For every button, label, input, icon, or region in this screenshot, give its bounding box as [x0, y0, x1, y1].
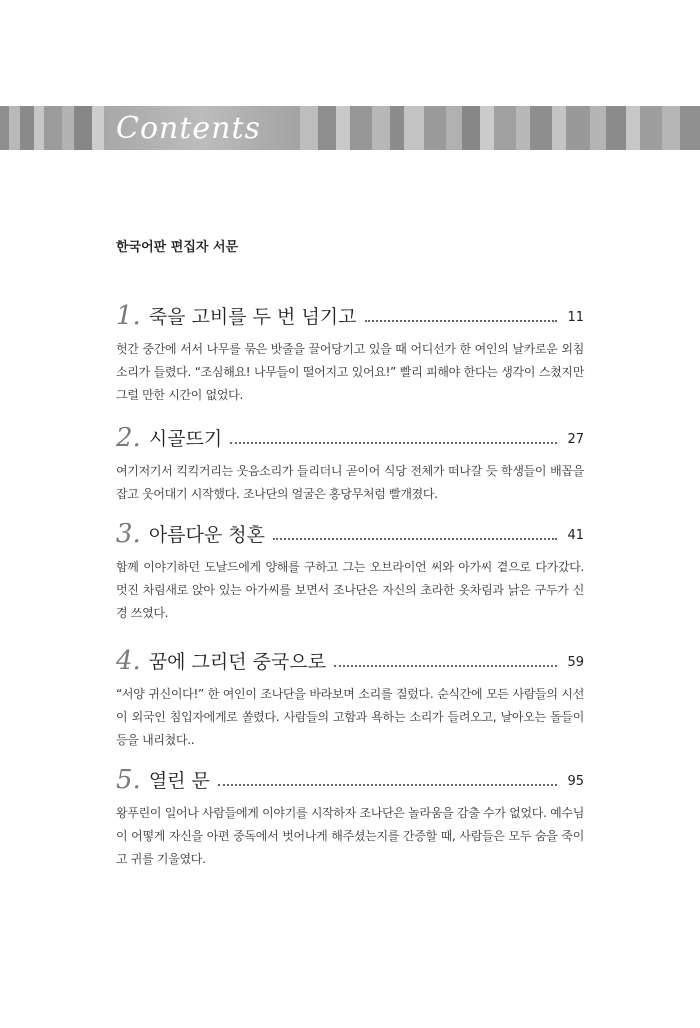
chapter-heading	[116, 420, 584, 452]
chapter-entry-4	[116, 643, 584, 752]
dot-leader	[334, 664, 557, 667]
chapter-description: 왕푸린이 일어나 사람들에게 이야기를 시작하자 조나단은 놀라움을 감출 수가 없었다. 예수님이 어떻게 자신을 아편 중독에서 벗어나게 해주셨는지를 간증할 때, 사람들은 모두 숨을 죽이고 귀를 기울였다.	[116, 806, 584, 866]
chapter-page-number: 59	[567, 655, 584, 670]
chapter-number: 5.	[116, 765, 141, 795]
chapter-heading	[116, 516, 584, 548]
chapter-heading	[116, 762, 584, 794]
dot-leader	[273, 537, 557, 540]
chapter-page-number: 11	[567, 310, 584, 325]
preface-entry: 한국어판 편집자 서문	[116, 240, 239, 255]
chapter-title: 아름다운 청혼	[148, 524, 265, 546]
chapter-page-number: 27	[567, 432, 584, 447]
chapter-title: 꿈에 그리던 중국으로	[148, 651, 327, 673]
chapter-number: 1.	[116, 301, 141, 331]
dot-leader	[230, 441, 557, 444]
chapter-page-number: 95	[567, 774, 584, 789]
chapter-page-number: 41	[567, 528, 584, 543]
chapter-heading	[116, 298, 584, 330]
chapter-number: 4.	[116, 646, 141, 676]
chapter-entry-3	[116, 516, 584, 625]
contents-title: Contents	[116, 111, 261, 146]
dot-leader	[218, 783, 558, 786]
chapter-heading	[116, 643, 584, 675]
chapter-title: 시골뜨기	[148, 428, 223, 450]
chapter-entry-1	[116, 298, 584, 407]
chapter-entry-5	[116, 762, 584, 871]
contents-banner	[0, 106, 700, 150]
dot-leader	[365, 319, 558, 322]
chapter-description: 함께 이야기하던 도날드에게 양해를 구하고 그는 오브라이언 씨와 아가씨 곁으로 다가갔다. 멋진 차림새로 앉아 있는 아가씨를 보면서 조나단은 자신의 초라한 옷차림과 낡은 구두가 신경 쓰였다.	[116, 560, 584, 620]
chapter-number: 3.	[116, 519, 141, 549]
chapter-number: 2.	[116, 423, 141, 453]
chapter-description: 여기저기서 킥킥거리는 웃음소리가 들리더니 곧이어 식당 전체가 떠나갈 듯 학생들이 배꼽을 잡고 웃어대기 시작했다. 조나단의 얼굴은 홍당무처럼 빨개졌다.	[116, 464, 584, 501]
chapter-entry-2	[116, 420, 584, 506]
chapter-title: 죽을 고비를 두 번 넘기고	[148, 306, 357, 328]
chapter-description: “서양 귀신이다!” 한 여인이 조나단을 바라보며 소리를 질렀다. 순식간에 모든 사람들의 시선이 외국인 침입자에게로 쏠렸다. 사람들의 고함과 욕하는 소리가 들려오고, 날아오는 돌들이 등을 내리쳤다..	[116, 687, 584, 747]
chapter-title: 열린 문	[148, 770, 210, 792]
chapter-description: 헛간 중간에 서서 나무를 묶은 밧줄을 끌어당기고 있을 때 어디선가 한 여인의 날카로운 외침소리가 들렸다. “조심해요! 나무들이 떨어지고 있어요!” 빨리 피해야 한다는 생각이 스쳤지만 그럴 만한 시간이 없었다.	[116, 342, 584, 402]
